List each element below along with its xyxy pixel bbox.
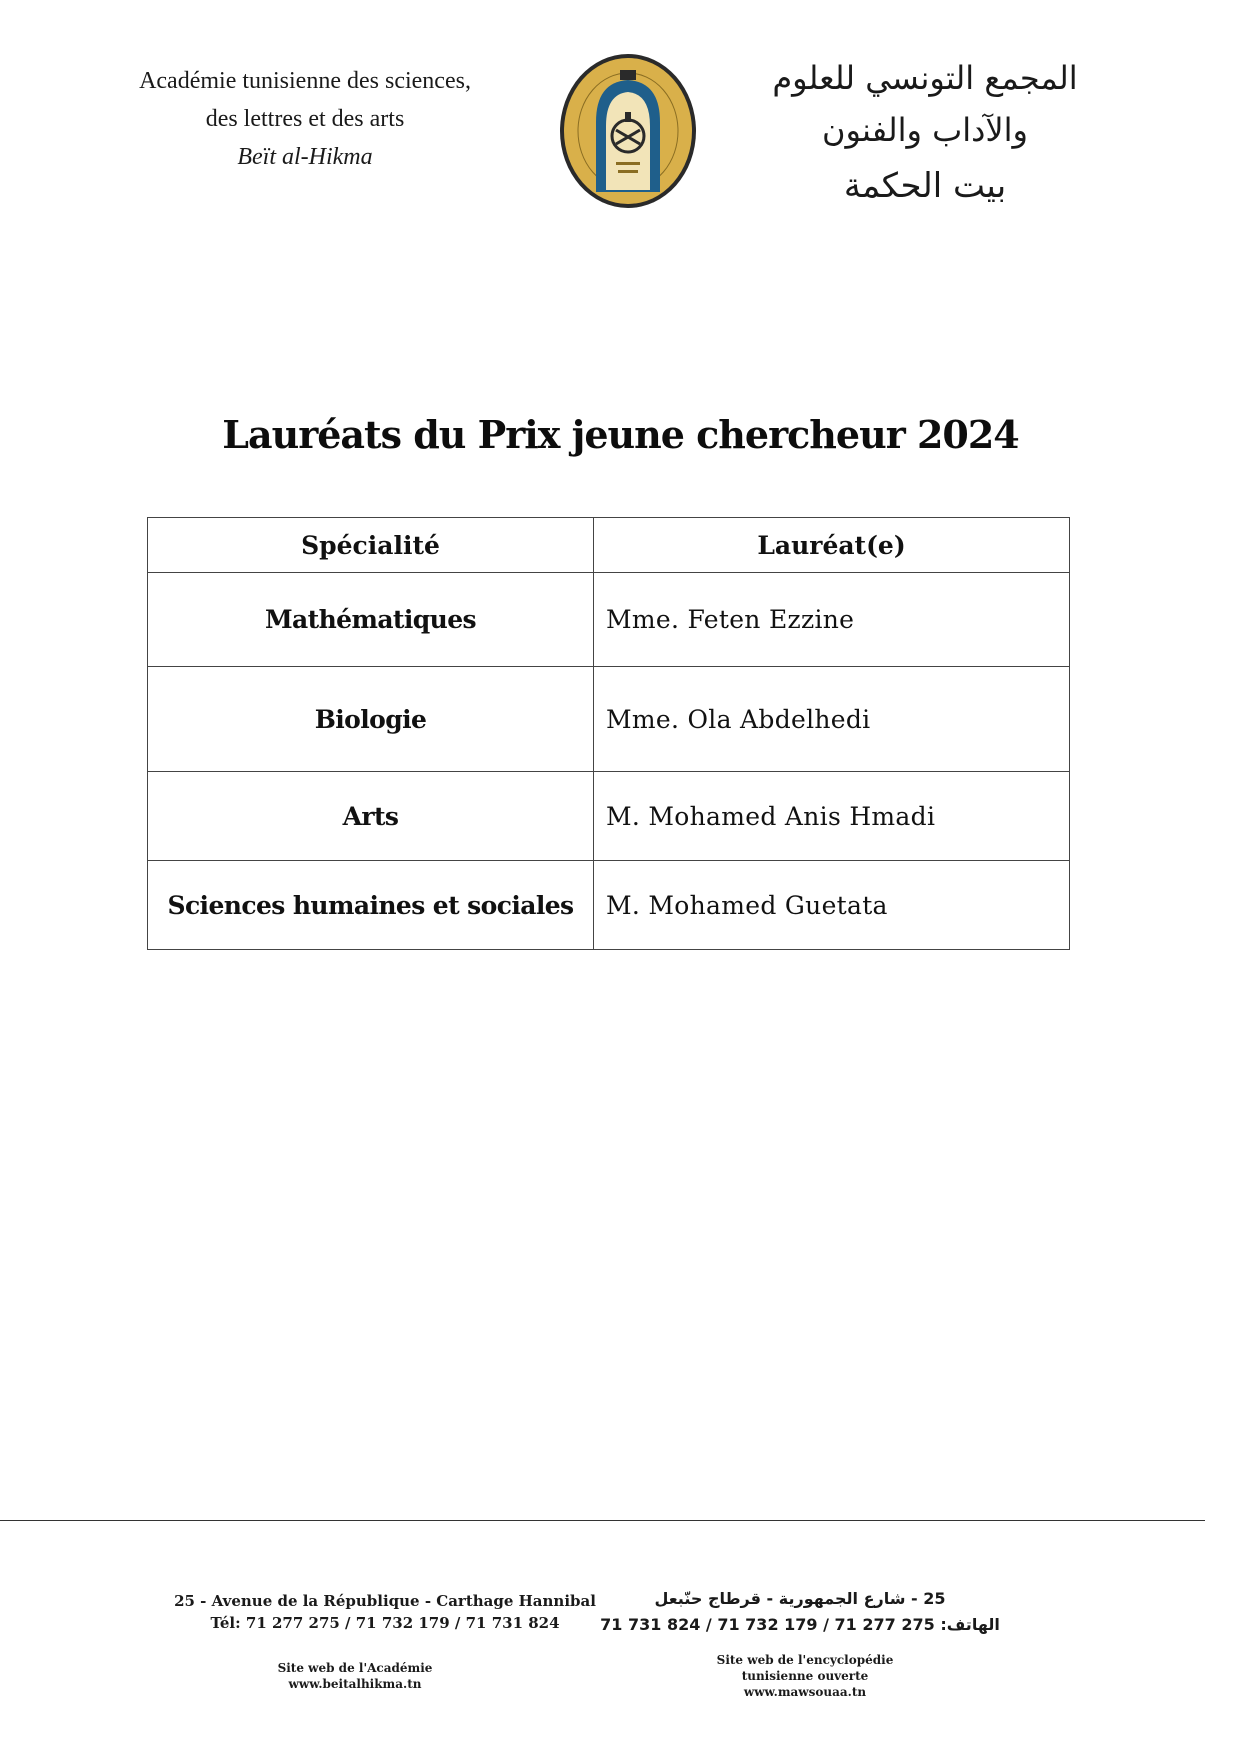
encyclopedia-website-label-1: Site web de l'encyclopédie xyxy=(716,1653,894,1667)
encyclopedia-website xyxy=(690,1652,920,1700)
table-row xyxy=(148,772,1070,861)
speciality-cell: Mathématiques xyxy=(148,573,594,667)
encyclopedia-website-link[interactable]: www.mawsouaa.tn xyxy=(743,1685,867,1699)
laureate-cell: M. Mohamed Anis Hmadi xyxy=(594,772,1070,861)
academy-name-fr-line3: Beït al-Hikma xyxy=(237,144,373,170)
footer-address-french xyxy=(170,1590,600,1634)
academy-name-fr-line1: Académie tunisienne des sciences, xyxy=(139,68,471,94)
academy-name-arabic xyxy=(750,52,1100,216)
table-row xyxy=(148,861,1070,950)
laureates-table xyxy=(147,517,1070,950)
academy-name-ar-line2: بيت الحكمة xyxy=(843,166,1007,206)
footer-phone-fr: Tél: 71 277 275 / 71 732 179 / 71 731 824 xyxy=(210,1614,560,1632)
academy-name-french xyxy=(120,62,490,176)
academy-website-label: Site web de l'Académie xyxy=(277,1661,433,1675)
laureate-cell: Mme. Ola Abdelhedi xyxy=(594,667,1070,772)
laureate-cell: Mme. Feten Ezzine xyxy=(594,573,1070,667)
encyclopedia-website-label-2: tunisienne ouverte xyxy=(741,1669,869,1683)
column-header-speciality: Spécialité xyxy=(148,518,594,573)
footer-address-fr: 25 - Avenue de la République - Carthage Hannibal xyxy=(174,1592,596,1610)
academy-name-fr-line2: des lettres et des arts xyxy=(205,106,405,132)
speciality-cell: Biologie xyxy=(148,667,594,772)
academy-website-link[interactable]: www.beitalhikma.tn xyxy=(288,1677,422,1691)
academy-seal-logo xyxy=(558,52,698,210)
footer-phone-ar: الهاتف: 275 277 71 / 179 732 71 / 824 731 71 xyxy=(600,1615,1000,1634)
footer-address-arabic xyxy=(600,1586,1000,1638)
footer-divider xyxy=(0,1520,1205,1521)
table-row xyxy=(148,573,1070,667)
column-header-laureate: Lauréat(e) xyxy=(594,518,1070,573)
speciality-cell: Arts xyxy=(148,772,594,861)
page-title: Lauréats du Prix jeune chercheur 2024 xyxy=(222,412,1019,457)
footer-address-ar: 25 - شارع الجمهورية - قرطاج حنّبعل xyxy=(654,1589,946,1608)
table-header-row xyxy=(148,518,1070,573)
academy-website xyxy=(240,1660,470,1692)
laureate-cell: M. Mohamed Guetata xyxy=(594,861,1070,950)
letterhead xyxy=(0,0,1241,230)
table-row xyxy=(148,667,1070,772)
academy-name-ar-line1: المجمع التونسي للعلوم والآداب والفنون xyxy=(772,59,1078,149)
speciality-cell: Sciences humaines et sociales xyxy=(148,861,594,950)
